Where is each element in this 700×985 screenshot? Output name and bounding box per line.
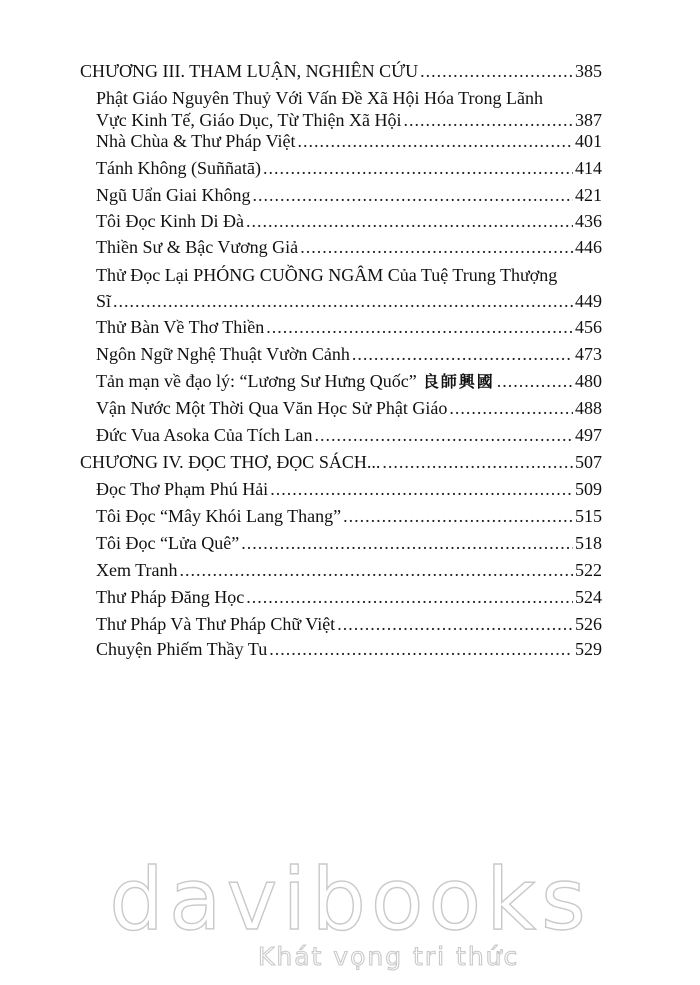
toc-entry <box>96 316 602 338</box>
toc-entry <box>96 184 602 206</box>
toc-page-number: 524 <box>575 587 602 607</box>
toc-entry-title: Ngũ Uẩn Giai Không <box>96 185 251 205</box>
toc-page-number: 529 <box>575 639 602 659</box>
toc-leader-dots <box>403 109 573 131</box>
toc-page-number: 449 <box>575 291 602 311</box>
toc-entry <box>96 638 602 660</box>
toc-entry <box>96 370 602 393</box>
toc-entry-title: Tôi Đọc “Mây Khói Lang Thang” <box>96 506 342 526</box>
toc-page-number: 509 <box>575 479 602 499</box>
toc-entry-title: Xem Tranh <box>96 560 178 580</box>
toc-leader-dots <box>246 586 573 608</box>
toc-leader-dots <box>252 184 573 206</box>
toc-chapter <box>80 60 602 82</box>
toc-entry-title: Thư Pháp Đăng Học <box>96 587 245 607</box>
toc-entry <box>96 613 602 635</box>
watermark-tagline: Khát vọng tri thức <box>258 942 520 971</box>
toc-leader-dots <box>180 559 573 581</box>
toc-leader-dots <box>246 210 573 232</box>
toc-entry-title: Nhà Chùa & Thư Pháp Việt <box>96 131 296 151</box>
toc-page-number: 385 <box>575 61 602 81</box>
toc-entry <box>96 343 602 365</box>
toc-entry-title: Thư Pháp Và Thư Pháp Chữ Việt <box>96 614 336 634</box>
toc-page-number: 446 <box>575 237 602 257</box>
toc-entry-title: Vận Nước Một Thời Qua Văn Học Sử Phật Giáo <box>96 398 448 418</box>
toc-page-number: 488 <box>575 398 602 418</box>
toc-entry <box>96 264 602 286</box>
toc-leader-dots <box>337 613 573 635</box>
toc-leader-dots <box>263 157 573 179</box>
toc-entry-title: Tôi Đọc Kinh Di Đà <box>96 211 244 231</box>
toc-entry-title: Thử Bàn Về Thơ Thiền <box>96 317 265 337</box>
toc-entry-title: CHƯƠNG IV. ĐỌC THƠ, ĐỌC SÁCH... <box>80 452 381 472</box>
toc-entry-title: Tôi Đọc “Lửa Quê” <box>96 533 240 553</box>
toc-page-number: 473 <box>575 344 602 364</box>
toc-page-number: 456 <box>575 317 602 337</box>
toc-entry-title: Thiền Sư & Bậc Vương Giả <box>96 237 299 257</box>
toc-leader-dots <box>314 424 573 446</box>
toc-entry-cjk: 良師興國 <box>422 372 495 391</box>
toc-page-number: 518 <box>575 533 602 553</box>
toc-entry <box>96 532 602 554</box>
toc-page-number: 480 <box>575 371 602 391</box>
toc-entry-title: Đức Vua Asoka Của Tích Lan <box>96 425 313 445</box>
toc-entry <box>96 586 602 608</box>
toc-entry-title: Ngôn Ngữ Nghệ Thuật Vườn Cảnh <box>96 344 350 364</box>
toc-entry <box>96 157 602 179</box>
toc-leader-dots <box>298 130 574 152</box>
toc-entry <box>96 559 602 581</box>
toc-leader-dots <box>270 478 573 500</box>
toc-leader-dots <box>343 505 573 527</box>
toc-leader-dots <box>382 451 573 473</box>
toc-entry <box>96 505 602 527</box>
toc-leader-dots <box>497 370 573 392</box>
toc-entry <box>96 109 602 131</box>
toc-page-number: 522 <box>575 560 602 580</box>
toc-leader-dots <box>266 316 573 338</box>
toc-page-number: 515 <box>575 506 602 526</box>
toc-entry-title: Vực Kinh Tế, Giáo Dục, Từ Thiện Xã Hội <box>96 110 402 130</box>
toc-entry <box>96 210 602 232</box>
toc-leader-dots <box>449 397 573 419</box>
toc-page-number: 387 <box>575 110 602 130</box>
toc-page-number: 421 <box>575 185 602 205</box>
toc-page-number: 414 <box>575 158 602 178</box>
toc-entry-title: Chuyện Phiếm Thầy Tu <box>96 639 268 659</box>
toc-entry-title: Sĩ <box>96 291 112 311</box>
toc-entry-title: Đọc Thơ Phạm Phú Hải <box>96 479 269 499</box>
toc-page-number: 526 <box>575 614 602 634</box>
watermark <box>0 850 700 985</box>
toc-leader-dots <box>300 236 573 258</box>
toc-page-number: 436 <box>575 211 602 231</box>
toc-entry <box>96 290 602 312</box>
toc-entry <box>96 236 602 258</box>
toc-entry <box>96 478 602 500</box>
toc-leader-dots <box>241 532 573 554</box>
toc-leader-dots <box>269 638 573 660</box>
toc-entry-title: Phật Giáo Nguyên Thuỷ Với Vấn Đề Xã Hội Hóa Trong Lãnh <box>96 88 543 108</box>
toc-entry <box>96 424 602 446</box>
toc-entry <box>96 130 602 152</box>
toc-entry <box>96 87 602 109</box>
toc-leader-dots <box>113 290 573 312</box>
watermark-brand: davibooks <box>109 850 591 950</box>
toc-page-number: 401 <box>575 131 602 151</box>
toc-chapter <box>80 451 602 473</box>
toc-entry <box>96 397 602 419</box>
toc-leader-dots <box>352 343 573 365</box>
toc-entry-title: Thử Đọc Lại PHÓNG CUỒNG NGÂM Của Tuệ Trung Thượng <box>96 265 558 285</box>
toc-leader-dots <box>420 60 573 82</box>
toc-entry-title: Tánh Không (Suññatā) <box>96 158 261 178</box>
toc-entry-title: Tản mạn về đạo lý: “Lương Sư Hưng Quốc” <box>96 371 417 391</box>
toc-entry-title: CHƯƠNG III. THAM LUẬN, NGHIÊN CỨU <box>80 61 419 81</box>
toc-page-number: 497 <box>575 425 602 445</box>
toc-page-number: 507 <box>575 452 602 472</box>
